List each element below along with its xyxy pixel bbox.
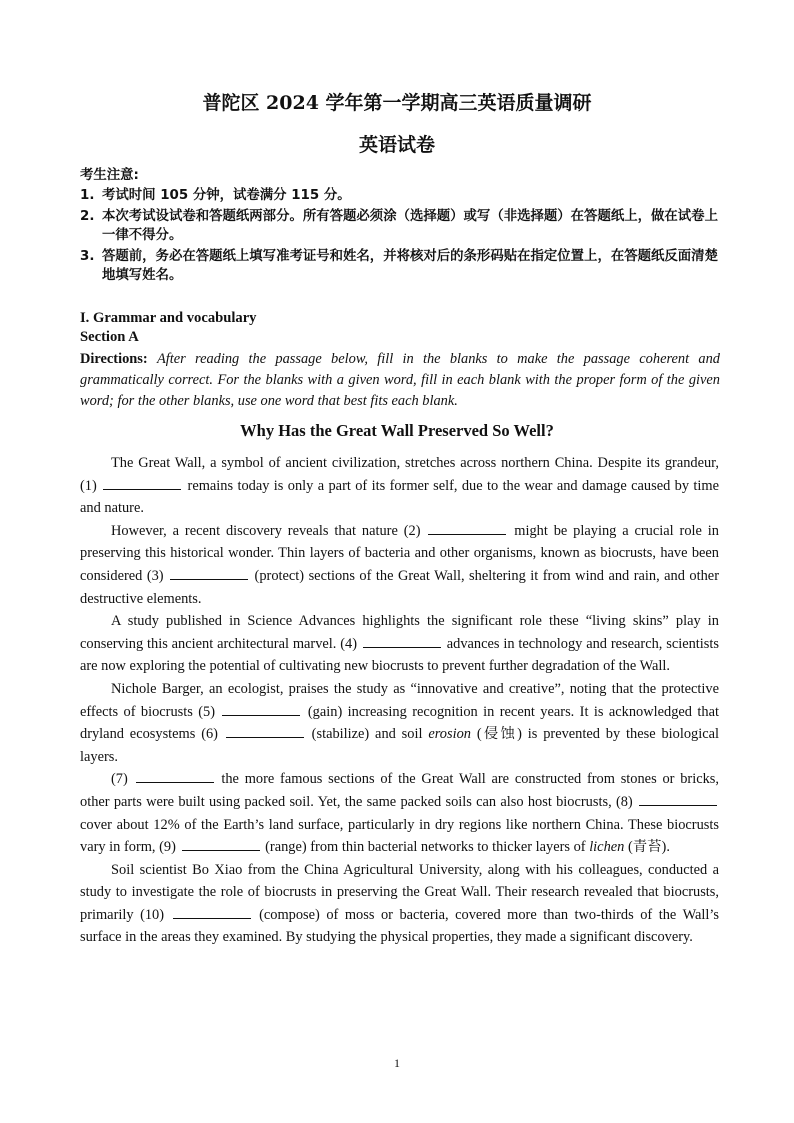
blank-3[interactable] (170, 567, 248, 580)
text-segment: the more famous sections of the Great Wall are constructed from stones or bricks, other parts were built using packed soil. Yet, the same packed soils can also host biocrusts, (8) (80, 771, 719, 810)
notice-item-text: 本次考试设试卷和答题纸两部分。所有答题必须涂（选择题）或写（非选择题）在答题纸上，做在试卷上一律不得分。 (102, 209, 718, 243)
text-segment: (青苔). (624, 839, 670, 856)
italic-term: lichen (589, 839, 625, 856)
blank-8[interactable] (639, 793, 717, 806)
notice-item (80, 247, 724, 285)
notice-item (80, 207, 724, 245)
text-segment: (7) (111, 771, 134, 788)
paragraph-6 (80, 859, 719, 949)
blank-9[interactable] (182, 838, 260, 851)
notice-item (80, 186, 724, 205)
passage-title: Why Has the Great Wall Preserved So Well? (240, 421, 554, 440)
page-number: 1 (394, 1056, 400, 1070)
blank-7[interactable] (136, 770, 214, 783)
blank-1[interactable] (103, 477, 181, 490)
text-segment: advances in technology and research, scientists are now exploring the potential of cultivating new biocrusts to prevent further degradation of the Wall. (80, 635, 719, 675)
directions-text: After reading the passage below, fill in the blanks to make the passage coherent and grammatically correct. For the blanks with a given word, fill in each blank with the proper form of the given word; for the other blanks, use one word that best fits each blank. (80, 351, 720, 409)
exam-subtitle: 英语试卷 (358, 134, 435, 156)
blank-6[interactable] (226, 725, 304, 738)
text-segment: The Great Wall, a symbol of ancient civilization, stretches across northern China. Despite its grandeur, (1) (80, 455, 719, 494)
text-segment: remains today is only a part of its former self, due to the wear and damage caused by time and nature. (80, 477, 719, 517)
text-segment: Soil scientist Bo Xiao from the China Agricultural University, along with his colleagues, conducted a study to investigate the role of biocrusts in preserving the Great Wall. Their research revealed that biocrusts, primarily (10) (80, 861, 719, 923)
blank-5[interactable] (222, 703, 300, 716)
text-segment: (gain) increasing recognition in recent years. It is acknowledged that dryland ecosystems (6) (80, 703, 719, 743)
paragraph-2 (80, 520, 719, 610)
text-segment: However, a recent discovery reveals that nature (2) (111, 522, 427, 539)
directions (80, 349, 720, 412)
text-segment: (compose) of moss or bacteria, covered more than two-thirds of the Wall’s surface in the areas they examined. By studying the physical properties, they made a significant discovery. (80, 906, 719, 946)
text-segment: (侵蚀) is prevented by these biological layers. (80, 726, 720, 765)
paragraph-4 (80, 678, 719, 768)
notice-heading: 考生注意: (80, 168, 139, 183)
text-segment: Nichole Barger, an ecologist, praises the study as “innovative and creative”, noting that the protective effects of biocrusts (5) (80, 680, 719, 720)
text-segment: (stabilize) and soil (305, 726, 429, 743)
italic-term: erosion (428, 726, 471, 743)
paragraph-3 (80, 610, 719, 678)
text-segment: (range) from thin bacterial networks to thicker layers of (261, 839, 590, 856)
passage (80, 452, 719, 949)
notice-item-number: 3. (80, 249, 95, 264)
exam-title: 普陀区 2024 学年第一学期高三英语质量调研 (202, 92, 592, 114)
blank-4[interactable] (363, 635, 441, 648)
text-segment: might be playing a crucial role in preserving this historical wonder. Thin layers of bacteria and other organisms, known as biocrusts, have been considered (3) (80, 522, 719, 584)
directions-label: Directions: (80, 351, 148, 367)
blank-10[interactable] (173, 906, 251, 919)
paragraph-1 (80, 452, 719, 520)
blank-2[interactable] (428, 522, 506, 535)
notice-item-text: 答题前，务必在答题纸上填写准考证号和姓名，并将核对后的条形码贴在指定位置上，在答题纸反面清楚地填写姓名。 (102, 249, 718, 283)
text-segment: cover about 12% of the Earth’s land surface, particularly in dry regions like northern China. These biocrusts vary in form, (9) (80, 816, 719, 856)
part-title: I. Grammar and vocabulary (80, 310, 257, 326)
section-heading (80, 309, 720, 347)
text-segment: (protect) sections of the Great Wall, sheltering it from wind and rain, and other destructive elements. (80, 567, 719, 607)
paragraph-5 (80, 768, 719, 858)
section-name: Section A (80, 329, 139, 345)
notice-item-number: 2. (80, 209, 95, 224)
notice-item-text: 考试时间 105 分钟，试卷满分 115 分。 (102, 188, 351, 203)
notice-item-number: 1. (80, 188, 95, 203)
text-segment: A study published in Science Advances highlights the significant role these “living skins” play in conserving this ancient architectural marvel. (4) (80, 613, 719, 652)
notice-list (80, 186, 724, 287)
